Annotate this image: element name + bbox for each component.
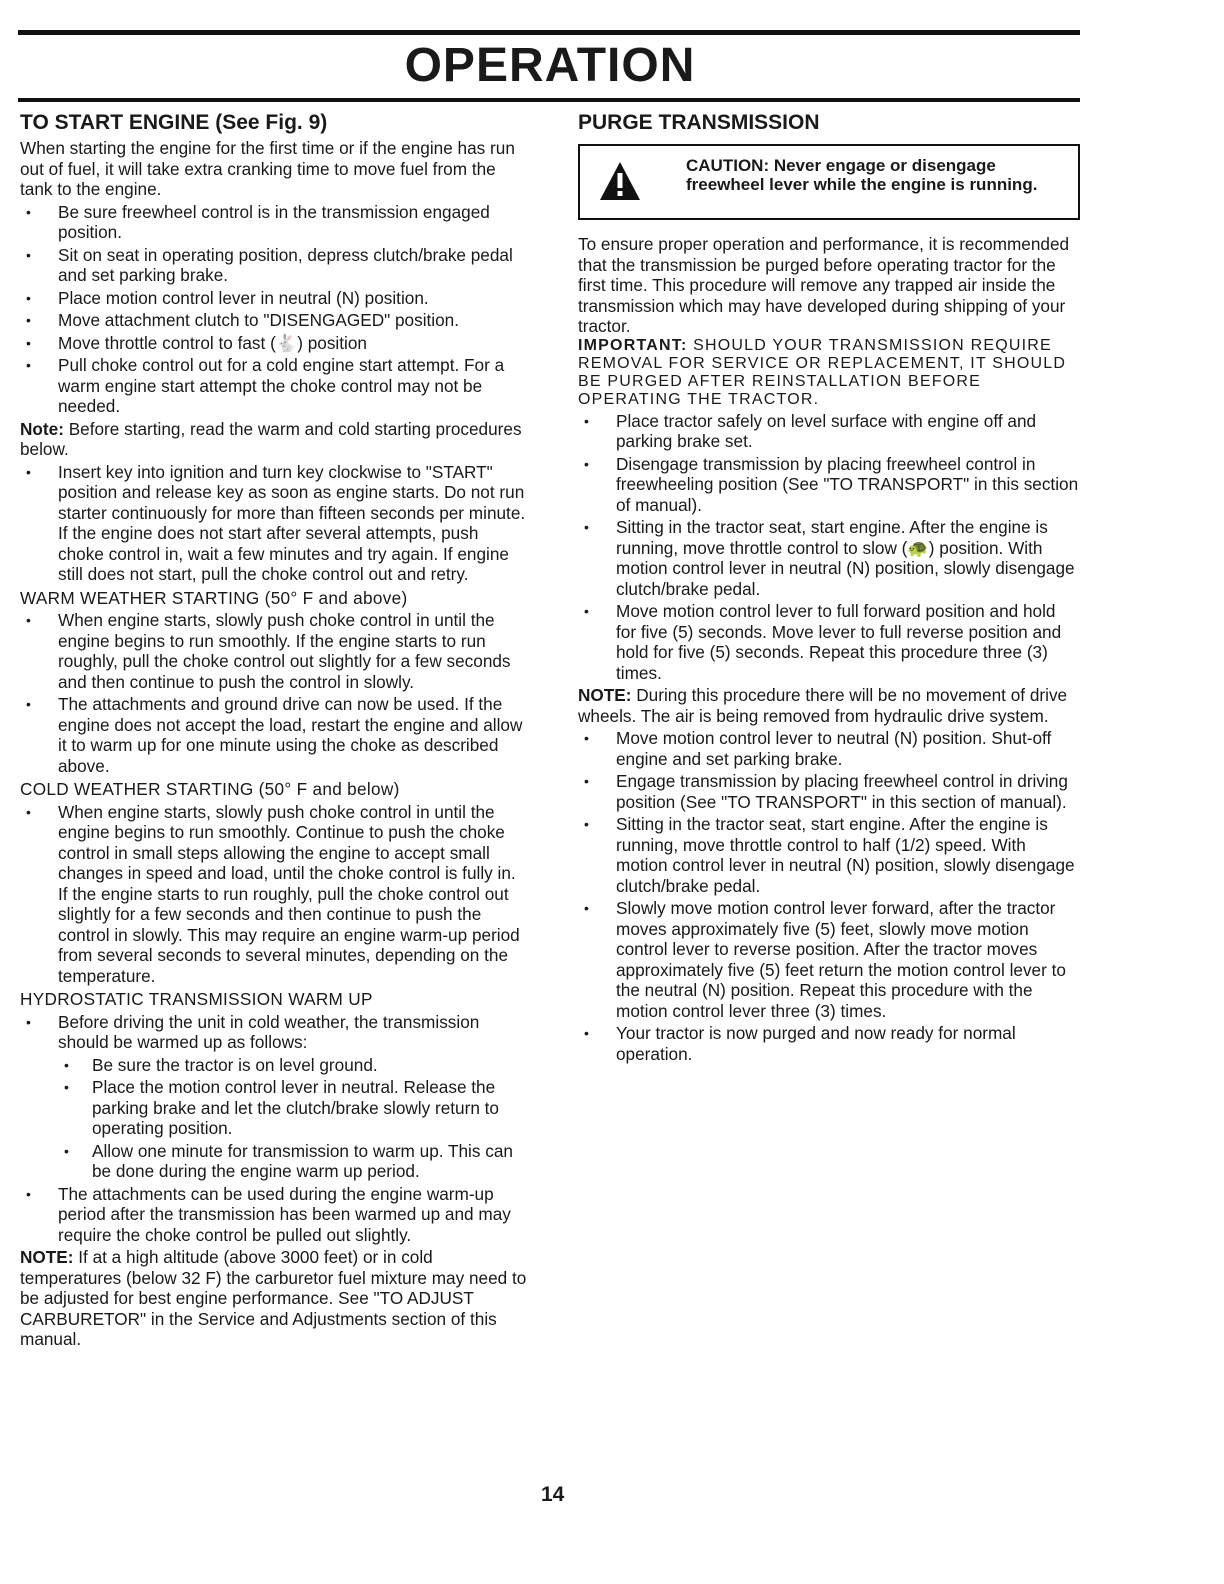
list-item: • Sit on seat in operating position, depress clutch/brake pedal and set parking brake. <box>20 245 528 286</box>
list-item: • Be sure the tractor is on level ground. <box>58 1055 528 1076</box>
list-item: • Move attachment clutch to "DISENGAGED" position. <box>20 310 528 331</box>
list-item: • When engine starts, slowly push choke control in until the engine begins to run smoothly. If the engine starts to run roughly, pull the choke control out slightly for a few seconds and then continue to push the control in slowly. <box>20 610 528 692</box>
list-item: • Disengage transmission by placing freewheel control in freewheeling position (See "TO TRANSPORT" in this section of manual). <box>578 454 1080 516</box>
note-label: Note: <box>20 418 64 439</box>
caution-text: CAUTION: Never engage or disengage freewheel lever while the engine is running. <box>686 156 1038 194</box>
page-number: 14 <box>541 1483 565 1506</box>
rabbit-icon: 🐇 <box>275 332 298 353</box>
left-column <box>20 110 528 1350</box>
start-engine-heading: TO START ENGINE (See Fig. 9) <box>20 111 328 134</box>
hydrostatic-list <box>20 1012 528 1053</box>
caution-box <box>578 144 1080 220</box>
note-label: NOTE: <box>20 1247 74 1267</box>
throttle-text-end: ) position <box>297 332 367 353</box>
purge-list-a <box>578 411 1080 684</box>
title-underline <box>18 98 1080 102</box>
turtle-icon: 🐢 <box>907 537 929 558</box>
list-item: • Before driving the unit in cold weather, the transmission should be warmed up as follows: <box>20 1012 528 1053</box>
important-notice <box>578 337 1080 409</box>
note <box>20 419 528 460</box>
list-item: • Pull choke control out for a cold engine start attempt. For a warm engine start attempt the choke control may not be needed. <box>20 355 528 417</box>
warning-triangle-icon <box>598 160 642 204</box>
purge-intro: To ensure proper operation and performance, it is recommended that the transmission be purged before operating tractor for the first time. This procedure will remove any trapped air inside the transmission which may have developed during shipping of your tractor. <box>578 234 1070 336</box>
slow-text: Sitting in the tractor seat, start engine. After the engine is running, move throttle control to slow ( <box>616 517 1048 558</box>
list-item: • Be sure freewheel control is in the transmission engaged position. <box>20 202 528 243</box>
hydrostatic-sub-list <box>58 1055 528 1182</box>
key-list <box>20 462 528 585</box>
hydrostatic-final-list <box>20 1184 528 1246</box>
list-item: • When engine starts, slowly push choke control in until the engine begins to run smoothly. Continue to push the choke control in small steps allowing the engine to accept small changes in speed and load, until the choke control is fully in. If the engine starts to run roughly, pull the choke control out slightly for a few seconds and then continue to push the control in slowly. This may require an engine warm-up period from several seconds to several minutes, depending on the temperature. <box>20 802 528 987</box>
note-text: Before starting, read the warm and cold starting procedures below. <box>20 418 522 459</box>
cold-weather-heading: COLD WEATHER STARTING (50° F and below) <box>20 779 400 799</box>
slow-text-end: ) position. With motion control lever in neutral (N) position, slowly disengage clutch/brake pedal. <box>616 537 1075 599</box>
list-item: • Place motion control lever in neutral (N) position. <box>20 288 528 309</box>
note-label: NOTE: <box>578 685 632 705</box>
list-item: • Allow one minute for transmission to warm up. This can be done during the engine warm up period. <box>58 1141 528 1182</box>
important-label: IMPORTANT: <box>578 336 688 354</box>
purge-list-b <box>578 728 1080 1064</box>
warm-weather-heading: WARM WEATHER STARTING (50° F and above) <box>20 587 408 608</box>
list-item: • Slowly move motion control lever forward, after the tractor moves approximately five (5) feet, slowly move motion control lever to reverse position. After the tractor moves approximately five (5) feet return the motion control lever to the neutral (N) position. Repeat this procedure with the motion control lever three (3) times. <box>578 898 1080 1021</box>
start-engine-list <box>20 202 528 417</box>
top-rule <box>18 30 1080 35</box>
right-column <box>578 110 1080 1066</box>
altitude-note <box>20 1247 528 1350</box>
list-item: • Move motion control lever to neutral (N) position. Shut-off engine and set parking brake. <box>578 728 1080 769</box>
purge-note <box>578 685 1080 726</box>
list-item: • Insert key into ignition and turn key clockwise to "START" position and release key as soon as engine starts. Do not run starter continuously for more than fifteen seconds per minute. If the engine does not start after several attempts, push choke control in, wait a few minutes and try again. If engine still does not start, pull the choke control out and retry. <box>20 462 528 585</box>
list-item: • Move motion control lever to full forward position and hold for five (5) seconds. Move lever to full reverse position and hold for five (5) seconds. Repeat this procedure three (3) times. <box>578 601 1080 683</box>
note-text: During this procedure there will be no movement of drive wheels. The air is being removed from hydraulic drive system. <box>578 685 1068 726</box>
list-item: • Sitting in the tractor seat, start engine. After the engine is running, move throttle control to half (1/2) speed. With motion control lever in neutral (N) position, slowly disengage clutch/brake pedal. <box>578 814 1080 896</box>
note-text: If at a high altitude (above 3000 feet) or in cold temperatures (below 32 F) the carburetor fuel mixture may need to be adjusted for best engine performance. See "TO ADJUST CARBURETOR" in the Service and Adjustments section of this manual. <box>20 1247 527 1349</box>
warm-weather-list <box>20 610 528 776</box>
purge-transmission-heading: PURGE TRANSMISSION <box>578 111 820 134</box>
start-engine-intro: When starting the engine for the first time or if the engine has run out of fuel, it will take extra cranking time to move fuel from the tank to the engine. <box>20 138 515 199</box>
list-item <box>578 517 1080 599</box>
list-item: • The attachments and ground drive can now be used. If the engine does not accept the load, restart the engine and allow it to warm up for one minute using the choke as described above. <box>20 694 528 776</box>
page-title: OPERATION <box>404 39 696 92</box>
list-item: • Place the motion control lever in neutral. Release the parking brake and let the clutch/brake slowly return to operating position. <box>58 1077 528 1139</box>
list-item: • The attachments can be used during the engine warm-up period after the transmission has been warmed up and may require the choke control be pulled out slightly. <box>20 1184 528 1246</box>
list-item: • Place tractor safely on level surface with engine off and parking brake set. <box>578 411 1080 452</box>
list-item: • Engage transmission by placing freewheel control in driving position (See "TO TRANSPORT" in this section of manual). <box>578 771 1080 812</box>
list-item <box>20 333 528 354</box>
cold-weather-list <box>20 802 528 987</box>
list-item: • Your tractor is now purged and now ready for normal operation. <box>578 1023 1080 1064</box>
hydrostatic-heading: HYDROSTATIC TRANSMISSION WARM UP <box>20 989 373 1009</box>
important-text: SHOULD YOUR TRANSMISSION REQUIRE REMOVAL FOR SERVICE OR REPLACEMENT, IT SHOULD BE PURGED AFTER REINSTALLATION BEFORE OPERATING THE TRACTOR. <box>578 336 1067 408</box>
throttle-text: Move throttle control to fast ( <box>58 332 276 353</box>
